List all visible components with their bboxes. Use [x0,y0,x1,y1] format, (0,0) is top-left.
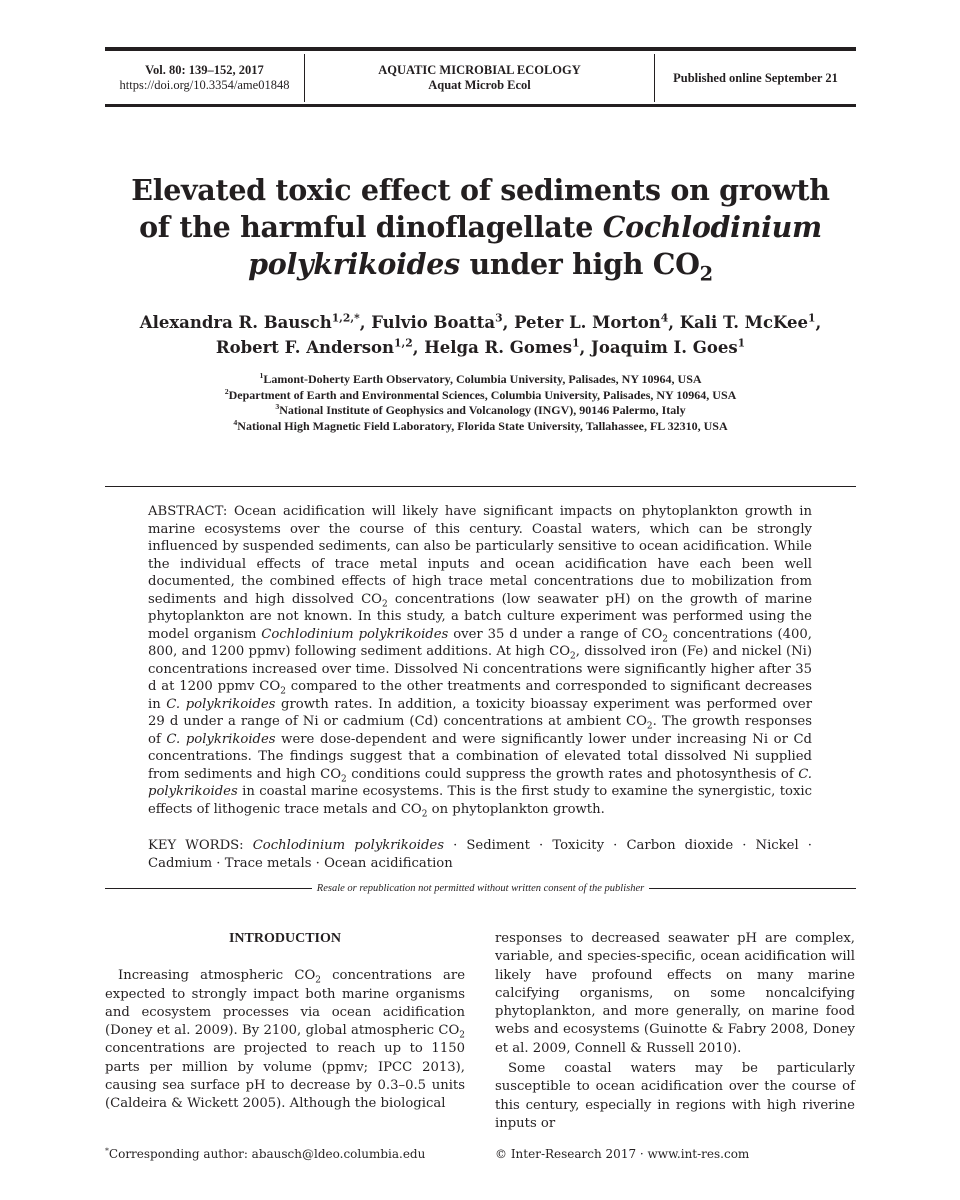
subscript: 2 [570,651,576,662]
author-affil-marker: 4 [660,311,669,325]
keywords [148,837,812,872]
abstract-text: concentrations (low seawater pH) on the growth of marine phytoplankton are not known. In this study, a batch culture experiment was performed using the model organism [148,591,812,642]
section-heading: INTRODUCTION [228,931,341,946]
header-bottom-rule [105,104,856,107]
abstract-text: compared to the other treatments and corresponded to significant decreases in [148,679,812,712]
affiliation-item [105,388,856,404]
resale-rule-right [649,888,856,889]
corresponding-author [105,1147,425,1161]
paragraph: responses to decreased seawater pH are complex, variable, and species-specific, ocean acidification will likely have profound effects on many marine calcifying organisms, on some noncalcifying phytoplankton, and more generally, on marine food webs and ecosystems (Guinotte & Fabry 2008, Doney et al. 2009, Connell & Russell 2010). [495,931,855,1056]
author-name: Joaquim I. Goes [591,338,738,357]
abstract-text: , dissolved iron (Fe) and nickel (Ni) concentrations increased over time. Dissolved Ni concentrations were significantly higher after 35 d at 1200 ppmv CO [148,644,813,694]
subscript: 2 [341,774,347,785]
doi-link[interactable]: https://doi.org/10.3354/ame01848 [119,78,290,92]
abstract-text: in coastal marine ecosystems. This is the first study to examine the synergistic, toxic effects of lithogenic trace metals and CO [148,784,812,817]
subscript: 2 [421,809,428,820]
subscript: 2 [382,599,388,610]
abstract-text: on phytoplankton growth. [427,801,605,817]
keywords-label: KEY WORDS: [148,838,253,853]
abstract-text: growth rates. In addition, a toxicity bioassay experiment was performed over 29 d under a range of Ni or cadmium (Cd) concentrations at ambient CO [148,696,812,729]
subscript: 2 [280,686,286,697]
subscript: 2 [459,1030,465,1041]
column-right [495,930,855,1133]
abstract-divider [105,486,856,487]
published-cell [655,54,856,102]
species-name: C. polykrikoides [148,766,812,799]
author-name: Robert F. Anderson [215,338,395,357]
abstract-text: were dose-dependent and were significantly lower under increasing Ni or Cd concentrations. The findings suggest that a combination of elevated total dissolved Ni supplied from sediments and high CO [148,731,813,782]
title-line-2: of the harmful dinoflagellate [139,210,603,244]
affiliation-number: 3 [275,402,280,411]
affiliation-text: Lamont-Doherty Earth Observatory, Columbia University, Palisades, NY 10964, USA [263,372,702,386]
author-affil-marker: 1,2 [394,336,413,350]
affiliation-item [105,419,856,435]
journal-abbrev: Aquat Microb Ecol [428,78,531,92]
affiliation-number: 1 [259,371,264,380]
affiliation-number: 2 [224,386,229,396]
author-name: Alexandra R. Bausch [139,313,332,332]
paragraph [105,967,465,1113]
header-top-rule [105,47,856,51]
author-list: Alexandra R. Bausch$^{1,2,*}$, Fulvio Boatta$^3$, Peter L. Morton$^4$, Kali T. McKee$^1$, Robert F. Anderson$^{1,2}$, Helga R. Gomes$^1$, Joaquim I. Goes$^1$ [139,311,822,357]
resale-rule-left [105,888,312,889]
corresponding-text: Corresponding author: abausch@ldeo.columbia.edu [108,1147,426,1161]
affiliation-item [105,403,856,419]
abstract-text: ABSTRACT: Ocean acidification will likely have significant impacts on phytoplankton growth in marine ecosystems over the course of this century. Coastal waters, which can be strongly influenced by suspended sediments, can also be particularly sensitive to ocean acidification. While the individual effects of trace metal inputs and ocean acidification have each been well documented, the combined effects of high trace metal concentrations due to mobilization from sediments and high dissolved CO [148,504,812,607]
volume-cell [105,54,305,102]
affiliation-text: National High Magnetic Field Laboratory, Florida State University, Tallahassee, FL 32310, USA [237,418,728,433]
copyright: © Inter-Research 2017 · www.int-res.com [495,1147,750,1161]
author-name: Fulvio Boatta [371,313,496,332]
resale-text: Resale or republication not permitted without written consent of the publisher [316,883,645,894]
author-affil-marker: 1,2,* [331,311,360,325]
journal-cell [305,54,655,102]
author-affil-marker: 3 [495,311,503,325]
affiliation-list [105,372,856,434]
paper-title [105,172,856,286]
abstract-text: . The growth responses of [148,714,813,747]
affiliation-item [105,372,856,388]
keywords-list: · Sediment · Toxicity · Carbon dioxide · Nickel · Cadmium · Trace metals · Ocean acidification [148,838,812,871]
affiliation-text: National Institute of Geophysics and Volcanology (INGV), 90146 Palermo, Italy [279,403,686,417]
species-name: Cochlodinium polykrikoides [261,626,449,642]
abstract-text: concentrations (400, 800, and 1200 ppmv) following sediment additions. At high CO [148,626,812,659]
title-species: polykrikoides [248,247,460,281]
published-date: Published online September 21 [673,70,838,85]
author-name: Helga R. Gomes [424,338,573,357]
journal-name: AQUATIC MICROBIAL ECOLOGY [378,63,581,77]
affiliation-number: 4 [233,417,238,427]
species-name: C. polykrikoides [166,731,276,747]
species-name: C. polykrikoides [166,696,276,712]
volume-text: Vol. 80: 139–152, 2017 [145,63,264,77]
author-affil-marker: 1 [572,336,580,350]
keyword-species: Cochlodinium polykrikoides [252,838,444,853]
title-genus: Cochlodinium [602,210,822,244]
body-text: concentrations are expected to strongly impact both marine organisms and ecosystem processes via ocean acidification (Doney et al. 2009). By 2100, global atmospheric CO [105,968,465,1039]
title-subscript: 2 [699,262,713,286]
title-line-1: Elevated toxic effect of sediments on growth [131,173,830,207]
footnote-marker: * [105,1146,109,1155]
subscript: 2 [646,721,653,732]
abstract [148,503,812,818]
resale-notice [105,883,856,894]
author-affil-marker: 1 [737,336,746,350]
paragraph: Some coastal waters may be particularly susceptible to ocean acidification over the course of this century, especially in regions with high riverine inputs or [495,1061,855,1131]
abstract-text: conditions could suppress the growth rates and photosynthesis of [346,766,799,782]
title-line-3: under high CO [459,247,700,281]
column-left [105,928,465,1114]
abstract-text: over 35 d under a range of CO [448,626,663,642]
body-text: concentrations are projected to reach up to 1150 parts per million by volume (ppmv; IPCC 2013), causing sea surface pH to decrease by 0.3–0.5 units (Caldeira & Wickett 2005). Although the biological [105,1041,465,1112]
subscript: 2 [662,634,668,645]
body-text: Increasing atmospheric CO [118,968,316,984]
author-name: Peter L. Morton [514,313,661,332]
author-affil-marker: 1 [807,311,816,325]
author-name: Kali T. McKee [679,313,808,332]
affiliation-text: Department of Earth and Environmental Sciences, Columbia University, Palisades, NY 10964, USA [228,387,737,402]
subscript: 2 [315,975,321,986]
